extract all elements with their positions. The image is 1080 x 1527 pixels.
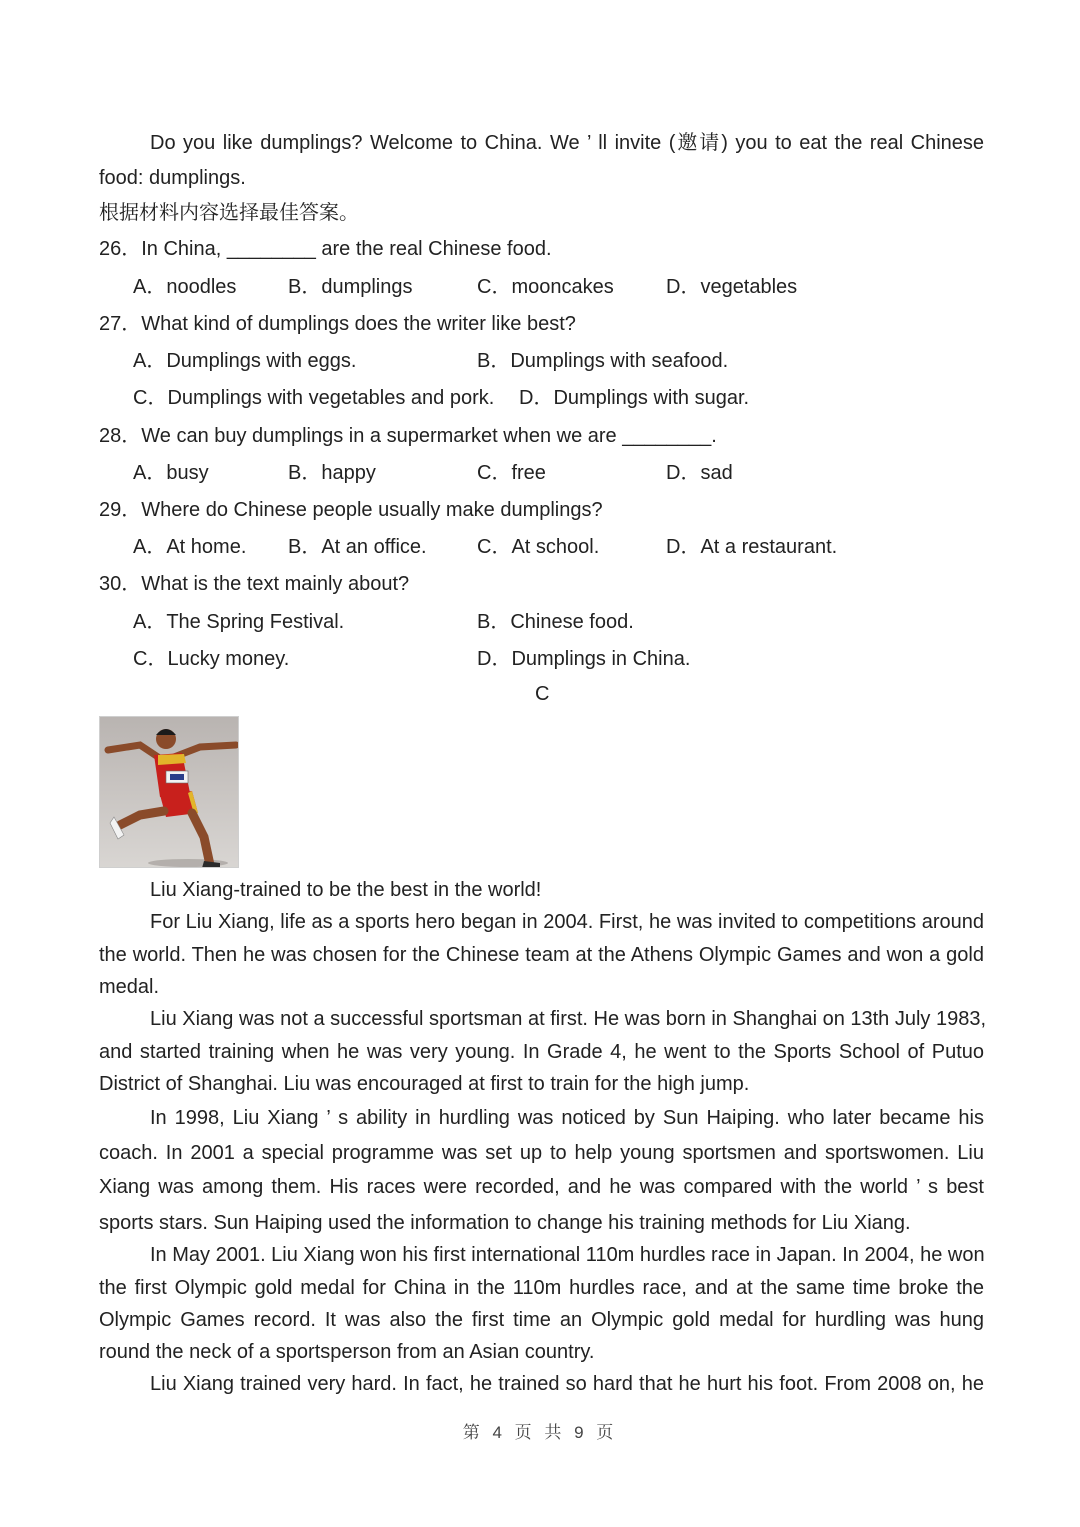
option-b: B．dumplings <box>288 276 413 298</box>
question-stem: 30．What is the text mainly about? <box>99 573 410 595</box>
option-b: B．happy <box>288 462 376 484</box>
option-c: C．free <box>477 462 546 484</box>
option-a: A．The Spring Festival. <box>133 611 345 633</box>
option-a: A．busy <box>133 462 209 484</box>
option-a: A．Dumplings with eggs. <box>133 350 357 372</box>
passage-line: sports stars. Sun Haiping used the information to change his training methods for Liu Xiang. <box>99 1212 911 1234</box>
passage-line: Do you like dumplings? Welcome to China. We ’ ll invite (邀请) you to eat the real Chinese <box>150 132 984 154</box>
option-d: D．At a restaurant. <box>666 536 838 558</box>
passage-line: coach. In 2001 a special programme was set up to help young sportsmen and sportswomen. Liu <box>99 1142 984 1164</box>
page-footer: 第 4 页 共 9 页 <box>462 1423 618 1442</box>
passage-line: Liu Xiang trained very hard. In fact, he trained so hard that he hurt his foot. From 2008 on, he <box>150 1373 984 1395</box>
hurdler-illustration <box>100 717 239 868</box>
question-stem: 26．In China, ________ are the real Chinese food. <box>99 238 552 260</box>
option-c: C．Lucky money. <box>133 648 290 670</box>
passage-line: round the neck of a sportsperson from an Asian country. <box>99 1341 595 1363</box>
passage-line: the world. Then he was chosen for the Chinese team at the Athens Olympic Games and won a gold <box>99 944 984 966</box>
passage-line: District of Shanghai. Liu was encouraged at first to train for the high jump. <box>99 1073 750 1095</box>
option-c: C．At school. <box>477 536 600 558</box>
instruction-text: 根据材料内容选择最佳答案。 <box>99 202 359 224</box>
option-b: B．Chinese food. <box>477 611 634 633</box>
question-stem: 29．Where do Chinese people usually make dumplings? <box>99 499 603 521</box>
option-a: A．At home. <box>133 536 247 558</box>
passage-line: medal. <box>99 976 160 998</box>
question-stem: 27．What kind of dumplings does the writer like best? <box>99 313 576 335</box>
option-b: B．Dumplings with seafood. <box>477 350 729 372</box>
hurdler-photo <box>99 716 239 868</box>
passage-line: In 1998, Liu Xiang ’ s ability in hurdling was noticed by Sun Haiping. who later became his <box>150 1107 984 1129</box>
passage-line: For Liu Xiang, life as a sports hero began in 2004. First, he was invited to competitions around <box>150 911 984 933</box>
option-d: D．Dumplings in China. <box>477 648 691 670</box>
passage-line: Olympic Games record. It was also the first time an Olympic gold medal for hurdling was hung <box>99 1309 984 1331</box>
option-d: D．sad <box>666 462 733 484</box>
option-c: C．Dumplings with vegetables and pork. <box>133 387 495 409</box>
passage-line: Liu Xiang was not a successful sportsman at first. He was born in Shanghai on 13th July 1983, <box>150 1008 987 1030</box>
option-b: B．At an office. <box>288 536 427 558</box>
question-stem: 28．We can buy dumplings in a supermarket when we are ________. <box>99 425 717 447</box>
section-label: C <box>535 683 550 705</box>
passage-title: Liu Xiang-trained to be the best in the world! <box>150 879 542 901</box>
passage-line: food: dumplings. <box>99 167 246 189</box>
option-d: D．Dumplings with sugar. <box>519 387 750 409</box>
passage-line: In May 2001. Liu Xiang won his first international 110m hurdles race in Japan. In 2004, he won <box>150 1244 985 1266</box>
passage-line: and started training when he was very young. In Grade 4, he went to the Sports School of Putuo <box>99 1041 984 1063</box>
option-c: C．mooncakes <box>477 276 614 298</box>
passage-line: the first Olympic gold medal for China in the 110m hurdles race, and at the same time broke the <box>99 1277 984 1299</box>
option-d: D．vegetables <box>666 276 798 298</box>
passage-line: Xiang was among them. His races were recorded, and he was compared with the world ’ s best <box>99 1176 984 1198</box>
option-a: A．noodles <box>133 276 237 298</box>
